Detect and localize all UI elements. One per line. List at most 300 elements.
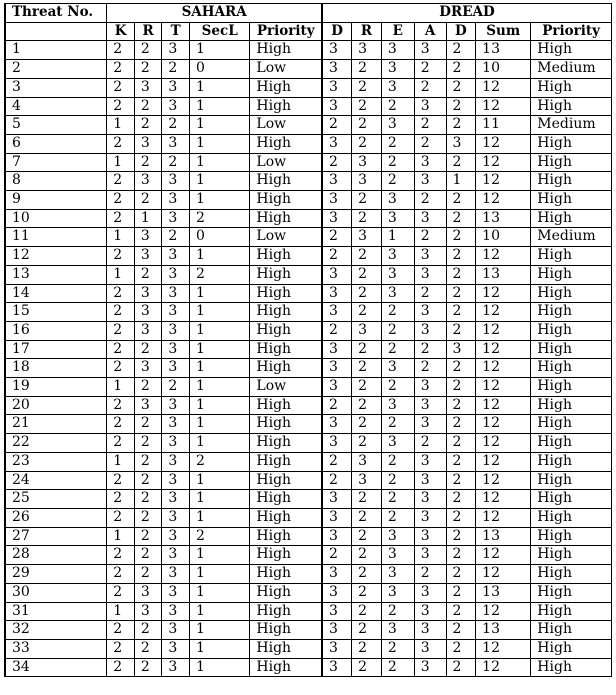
dread-priority-cell: High	[531, 621, 612, 640]
dread-d1-cell: 3	[322, 284, 352, 303]
dread-e-cell: 2	[381, 639, 414, 658]
dread-e-cell: 3	[381, 60, 414, 79]
threat-no-cell: 9	[5, 191, 107, 210]
sahara-secl-cell: 1	[189, 565, 249, 584]
dread-sum-cell: 12	[476, 134, 531, 153]
dread-e-cell: 2	[381, 303, 414, 322]
table-row	[5, 97, 612, 116]
dread-a-cell: 3	[414, 41, 446, 60]
dread-r-cell: 3	[352, 172, 382, 191]
threat-no-cell: 15	[5, 303, 107, 322]
dread-r-cell: 2	[352, 78, 382, 97]
dread-priority-cell: High	[531, 471, 612, 490]
sahara-priority-cell: High	[250, 321, 322, 340]
sahara-secl-cell: 1	[189, 378, 249, 397]
dread-d2-cell: 2	[446, 415, 476, 434]
sahara-k-cell: 2	[107, 546, 135, 565]
threat-no-cell: 17	[5, 340, 107, 359]
dread-priority-cell: High	[531, 359, 612, 378]
threat-no-cell: 34	[5, 658, 107, 677]
dread-d2-cell: 2	[446, 583, 476, 602]
threat-no-cell: 20	[5, 396, 107, 415]
dread-sum-cell: 13	[476, 209, 531, 228]
table-row	[5, 359, 612, 378]
dread-a-cell: 2	[414, 60, 446, 79]
dread-d1-cell: 2	[322, 228, 352, 247]
dread-col-d2: D	[446, 22, 476, 41]
dread-e-cell: 2	[381, 378, 414, 397]
table-row	[5, 134, 612, 153]
table-row	[5, 602, 612, 621]
dread-d1-cell: 3	[322, 378, 352, 397]
dread-a-cell: 3	[414, 321, 446, 340]
sahara-k-cell: 2	[107, 172, 135, 191]
sahara-priority-cell: High	[250, 583, 322, 602]
sahara-secl-cell: 1	[189, 97, 249, 116]
dread-d1-cell: 3	[322, 565, 352, 584]
dread-r-cell: 2	[352, 303, 382, 322]
dread-sum-cell: 12	[476, 658, 531, 677]
dread-sum-cell: 12	[476, 546, 531, 565]
dread-r-cell: 3	[352, 228, 382, 247]
sahara-t-cell: 3	[162, 527, 190, 546]
sahara-secl-cell: 0	[189, 60, 249, 79]
dread-d2-cell: 2	[446, 546, 476, 565]
dread-d1-cell: 3	[322, 415, 352, 434]
sahara-r-cell: 2	[134, 415, 162, 434]
dread-d1-cell: 3	[322, 303, 352, 322]
dread-col-r: R	[352, 22, 382, 41]
dread-r-cell: 2	[352, 134, 382, 153]
dread-e-cell: 2	[381, 452, 414, 471]
dread-d2-cell: 2	[446, 434, 476, 453]
table-row	[5, 116, 612, 135]
sahara-secl-cell: 1	[189, 415, 249, 434]
sahara-t-cell: 3	[162, 359, 190, 378]
dread-sum-cell: 11	[476, 116, 531, 135]
dread-d2-cell: 3	[446, 340, 476, 359]
dread-a-cell: 3	[414, 97, 446, 116]
dread-sum-cell: 12	[476, 639, 531, 658]
dread-r-cell: 2	[352, 508, 382, 527]
dread-d1-cell: 3	[322, 527, 352, 546]
dread-d1-cell: 3	[322, 621, 352, 640]
threat-no-cell: 30	[5, 583, 107, 602]
dread-a-cell: 3	[414, 658, 446, 677]
dread-e-cell: 2	[381, 134, 414, 153]
dread-r-cell: 2	[352, 340, 382, 359]
sahara-k-cell: 1	[107, 602, 135, 621]
dread-priority-cell: High	[531, 527, 612, 546]
sahara-t-cell: 3	[162, 583, 190, 602]
sahara-t-cell: 3	[162, 284, 190, 303]
table-row	[5, 60, 612, 79]
sahara-priority-cell: High	[250, 172, 322, 191]
table-row	[5, 41, 612, 60]
threat-no-cell: 29	[5, 565, 107, 584]
dread-d2-cell: 2	[446, 396, 476, 415]
dread-d1-cell: 3	[322, 602, 352, 621]
sahara-r-cell: 2	[134, 527, 162, 546]
sahara-col-secl: SecL	[189, 22, 249, 41]
sahara-t-cell: 3	[162, 639, 190, 658]
sahara-r-cell: 3	[134, 359, 162, 378]
sahara-k-cell: 2	[107, 41, 135, 60]
sahara-secl-cell: 1	[189, 247, 249, 266]
dread-r-cell: 2	[352, 116, 382, 135]
dread-d1-cell: 3	[322, 583, 352, 602]
sahara-r-cell: 2	[134, 452, 162, 471]
dread-r-cell: 2	[352, 583, 382, 602]
dread-e-cell: 3	[381, 247, 414, 266]
dread-sum-cell: 13	[476, 621, 531, 640]
sahara-secl-cell: 0	[189, 228, 249, 247]
dread-e-cell: 3	[381, 565, 414, 584]
sahara-k-cell: 2	[107, 583, 135, 602]
sahara-header: SAHARA	[107, 4, 322, 23]
dread-r-cell: 3	[352, 41, 382, 60]
header-row-groups	[5, 4, 612, 23]
threat-no-cell: 23	[5, 452, 107, 471]
sahara-secl-cell: 2	[189, 265, 249, 284]
sahara-r-cell: 2	[134, 340, 162, 359]
sahara-k-cell: 1	[107, 452, 135, 471]
sahara-priority-cell: High	[250, 340, 322, 359]
dread-d2-cell: 2	[446, 116, 476, 135]
dread-d2-cell: 2	[446, 378, 476, 397]
dread-sum-cell: 12	[476, 490, 531, 509]
sahara-secl-cell: 1	[189, 172, 249, 191]
dread-e-cell: 3	[381, 583, 414, 602]
sahara-k-cell: 2	[107, 97, 135, 116]
sahara-k-cell: 2	[107, 284, 135, 303]
sahara-secl-cell: 1	[189, 340, 249, 359]
dread-priority-cell: High	[531, 153, 612, 172]
sahara-k-cell: 2	[107, 78, 135, 97]
dread-priority-cell: High	[531, 97, 612, 116]
dread-r-cell: 2	[352, 546, 382, 565]
dread-r-cell: 2	[352, 415, 382, 434]
dread-sum-cell: 12	[476, 378, 531, 397]
sahara-k-cell: 2	[107, 359, 135, 378]
dread-d1-cell: 2	[322, 116, 352, 135]
dread-col-e: E	[381, 22, 414, 41]
sahara-priority-cell: High	[250, 658, 322, 677]
dread-a-cell: 3	[414, 508, 446, 527]
header-row-columns	[5, 22, 612, 41]
sahara-r-cell: 3	[134, 247, 162, 266]
dread-priority-cell: High	[531, 191, 612, 210]
sahara-priority-cell: Low	[250, 153, 322, 172]
dread-priority-cell: High	[531, 321, 612, 340]
dread-d1-cell: 3	[322, 134, 352, 153]
sahara-t-cell: 3	[162, 565, 190, 584]
dread-e-cell: 2	[381, 490, 414, 509]
sahara-priority-cell: High	[250, 78, 322, 97]
dread-d2-cell: 2	[446, 97, 476, 116]
sahara-t-cell: 3	[162, 490, 190, 509]
dread-sum-cell: 12	[476, 321, 531, 340]
dread-a-cell: 3	[414, 265, 446, 284]
dread-r-cell: 2	[352, 191, 382, 210]
dread-sum-cell: 12	[476, 602, 531, 621]
threat-no-cell: 2	[5, 60, 107, 79]
sahara-secl-cell: 1	[189, 303, 249, 322]
sahara-t-cell: 2	[162, 153, 190, 172]
sahara-r-cell: 3	[134, 321, 162, 340]
dread-d2-cell: 2	[446, 658, 476, 677]
dread-a-cell: 3	[414, 490, 446, 509]
sahara-priority-cell: High	[250, 490, 322, 509]
dread-d2-cell: 2	[446, 490, 476, 509]
dread-e-cell: 3	[381, 78, 414, 97]
table-row	[5, 621, 612, 640]
dread-d1-cell: 3	[322, 434, 352, 453]
sahara-r-cell: 2	[134, 658, 162, 677]
sahara-t-cell: 3	[162, 658, 190, 677]
dread-r-cell: 2	[352, 527, 382, 546]
dread-a-cell: 3	[414, 471, 446, 490]
sahara-priority-cell: Low	[250, 116, 322, 135]
table-row	[5, 172, 612, 191]
threat-no-cell: 5	[5, 116, 107, 135]
table-row	[5, 247, 612, 266]
table-row	[5, 153, 612, 172]
sahara-t-cell: 3	[162, 396, 190, 415]
threat-no-cell: 12	[5, 247, 107, 266]
dread-sum-cell: 12	[476, 191, 531, 210]
dread-priority-cell: High	[531, 434, 612, 453]
dread-e-cell: 2	[381, 97, 414, 116]
sahara-secl-cell: 1	[189, 191, 249, 210]
sahara-secl-cell: 1	[189, 284, 249, 303]
sahara-k-cell: 2	[107, 340, 135, 359]
dread-r-cell: 2	[352, 284, 382, 303]
dread-priority-cell: High	[531, 415, 612, 434]
table-row	[5, 191, 612, 210]
dread-r-cell: 2	[352, 97, 382, 116]
dread-priority-cell: Medium	[531, 228, 612, 247]
sahara-r-cell: 2	[134, 471, 162, 490]
sahara-t-cell: 2	[162, 378, 190, 397]
sahara-secl-cell: 2	[189, 527, 249, 546]
dread-sum-cell: 12	[476, 78, 531, 97]
sahara-t-cell: 3	[162, 303, 190, 322]
dread-a-cell: 2	[414, 340, 446, 359]
sahara-secl-cell: 1	[189, 471, 249, 490]
dread-a-cell: 3	[414, 415, 446, 434]
sahara-r-cell: 3	[134, 284, 162, 303]
sahara-r-cell: 3	[134, 228, 162, 247]
dread-a-cell: 3	[414, 378, 446, 397]
sahara-secl-cell: 1	[189, 658, 249, 677]
sahara-priority-cell: High	[250, 191, 322, 210]
dread-r-cell: 2	[352, 621, 382, 640]
sahara-secl-cell: 1	[189, 78, 249, 97]
dread-d2-cell: 2	[446, 41, 476, 60]
sahara-t-cell: 3	[162, 78, 190, 97]
dread-priority-cell: High	[531, 396, 612, 415]
dread-a-cell: 2	[414, 284, 446, 303]
dread-a-cell: 3	[414, 583, 446, 602]
sahara-k-cell: 2	[107, 209, 135, 228]
dread-d2-cell: 2	[446, 321, 476, 340]
sahara-secl-cell: 1	[189, 116, 249, 135]
sahara-r-cell: 2	[134, 434, 162, 453]
dread-priority-cell: High	[531, 41, 612, 60]
table-row	[5, 471, 612, 490]
dread-e-cell: 2	[381, 471, 414, 490]
sahara-priority-cell: High	[250, 97, 322, 116]
dread-e-cell: 2	[381, 153, 414, 172]
dread-priority-cell: High	[531, 508, 612, 527]
dread-d1-cell: 3	[322, 172, 352, 191]
sahara-col-k: K	[107, 22, 135, 41]
dread-d1-cell: 3	[322, 340, 352, 359]
dread-d1-cell: 3	[322, 97, 352, 116]
sahara-t-cell: 3	[162, 471, 190, 490]
threat-no-cell: 19	[5, 378, 107, 397]
table-row	[5, 378, 612, 397]
sahara-priority-cell: High	[250, 452, 322, 471]
dread-d2-cell: 2	[446, 228, 476, 247]
dread-sum-cell: 12	[476, 452, 531, 471]
dread-e-cell: 3	[381, 209, 414, 228]
sahara-k-cell: 2	[107, 415, 135, 434]
dread-r-cell: 2	[352, 60, 382, 79]
sahara-secl-cell: 1	[189, 490, 249, 509]
sahara-secl-cell: 1	[189, 546, 249, 565]
dread-d2-cell: 2	[446, 471, 476, 490]
table-body	[5, 41, 612, 677]
sahara-r-cell: 2	[134, 546, 162, 565]
sahara-r-cell: 2	[134, 639, 162, 658]
dread-priority-cell: High	[531, 565, 612, 584]
sahara-t-cell: 3	[162, 340, 190, 359]
sahara-t-cell: 3	[162, 508, 190, 527]
sahara-t-cell: 2	[162, 60, 190, 79]
dread-sum-cell: 13	[476, 583, 531, 602]
dread-a-cell: 3	[414, 209, 446, 228]
dread-d2-cell: 2	[446, 508, 476, 527]
dread-d1-cell: 3	[322, 265, 352, 284]
table-row	[5, 434, 612, 453]
sahara-priority-cell: High	[250, 284, 322, 303]
sahara-k-cell: 2	[107, 303, 135, 322]
sahara-t-cell: 3	[162, 434, 190, 453]
dread-a-cell: 3	[414, 303, 446, 322]
sahara-k-cell: 2	[107, 621, 135, 640]
dread-r-cell: 3	[352, 153, 382, 172]
dread-a-cell: 2	[414, 78, 446, 97]
sahara-t-cell: 3	[162, 209, 190, 228]
sahara-r-cell: 2	[134, 565, 162, 584]
table-row	[5, 546, 612, 565]
dread-d2-cell: 2	[446, 247, 476, 266]
dread-a-cell: 3	[414, 247, 446, 266]
dread-r-cell: 2	[352, 639, 382, 658]
sahara-r-cell: 3	[134, 134, 162, 153]
dread-d1-cell: 3	[322, 60, 352, 79]
dread-header: DREAD	[322, 4, 612, 23]
sahara-k-cell: 2	[107, 321, 135, 340]
dread-r-cell: 2	[352, 434, 382, 453]
dread-a-cell: 2	[414, 228, 446, 247]
sahara-priority-cell: High	[250, 134, 322, 153]
threat-no-cell: 28	[5, 546, 107, 565]
sahara-priority-cell: High	[250, 303, 322, 322]
dread-r-cell: 2	[352, 247, 382, 266]
sahara-k-cell: 2	[107, 658, 135, 677]
dread-col-d1: D	[322, 22, 352, 41]
dread-priority-cell: High	[531, 490, 612, 509]
sahara-priority-cell: High	[250, 602, 322, 621]
sahara-k-cell: 1	[107, 378, 135, 397]
sahara-k-cell: 2	[107, 490, 135, 509]
sahara-secl-cell: 1	[189, 639, 249, 658]
dread-e-cell: 3	[381, 396, 414, 415]
dread-d2-cell: 2	[446, 602, 476, 621]
dread-sum-cell: 13	[476, 41, 531, 60]
threat-no-cell: 13	[5, 265, 107, 284]
dread-d1-cell: 2	[322, 452, 352, 471]
threat-no-cell: 32	[5, 621, 107, 640]
table-row	[5, 303, 612, 322]
dread-r-cell: 3	[352, 452, 382, 471]
threat-no-cell: 10	[5, 209, 107, 228]
sahara-secl-cell: 1	[189, 583, 249, 602]
sahara-priority-cell: High	[250, 209, 322, 228]
sahara-r-cell: 2	[134, 621, 162, 640]
dread-a-cell: 2	[414, 565, 446, 584]
dread-d2-cell: 2	[446, 265, 476, 284]
sahara-k-cell: 2	[107, 191, 135, 210]
sahara-t-cell: 3	[162, 321, 190, 340]
dread-sum-cell: 12	[476, 340, 531, 359]
dread-a-cell: 3	[414, 546, 446, 565]
dread-sum-cell: 12	[476, 508, 531, 527]
sahara-t-cell: 3	[162, 265, 190, 284]
dread-priority-cell: Medium	[531, 116, 612, 135]
dread-r-cell: 2	[352, 396, 382, 415]
sahara-t-cell: 3	[162, 134, 190, 153]
dread-a-cell: 3	[414, 172, 446, 191]
dread-d2-cell: 3	[446, 134, 476, 153]
dread-e-cell: 1	[381, 228, 414, 247]
dread-a-cell: 2	[414, 359, 446, 378]
dread-sum-cell: 12	[476, 172, 531, 191]
table-row	[5, 658, 612, 677]
dread-a-cell: 3	[414, 153, 446, 172]
threat-no-cell: 7	[5, 153, 107, 172]
dread-priority-cell: High	[531, 209, 612, 228]
threat-no-cell: 1	[5, 41, 107, 60]
dread-r-cell: 2	[352, 378, 382, 397]
threat-no-cell: 22	[5, 434, 107, 453]
table-row	[5, 452, 612, 471]
table-row	[5, 396, 612, 415]
sahara-r-cell: 2	[134, 490, 162, 509]
table-header	[5, 4, 612, 41]
threat-no-cell: 11	[5, 228, 107, 247]
dread-e-cell: 2	[381, 658, 414, 677]
sahara-priority-cell: High	[250, 265, 322, 284]
dread-sum-cell: 10	[476, 60, 531, 79]
dread-d2-cell: 2	[446, 78, 476, 97]
sahara-t-cell: 2	[162, 116, 190, 135]
dread-e-cell: 3	[381, 191, 414, 210]
dread-sum-cell: 12	[476, 471, 531, 490]
